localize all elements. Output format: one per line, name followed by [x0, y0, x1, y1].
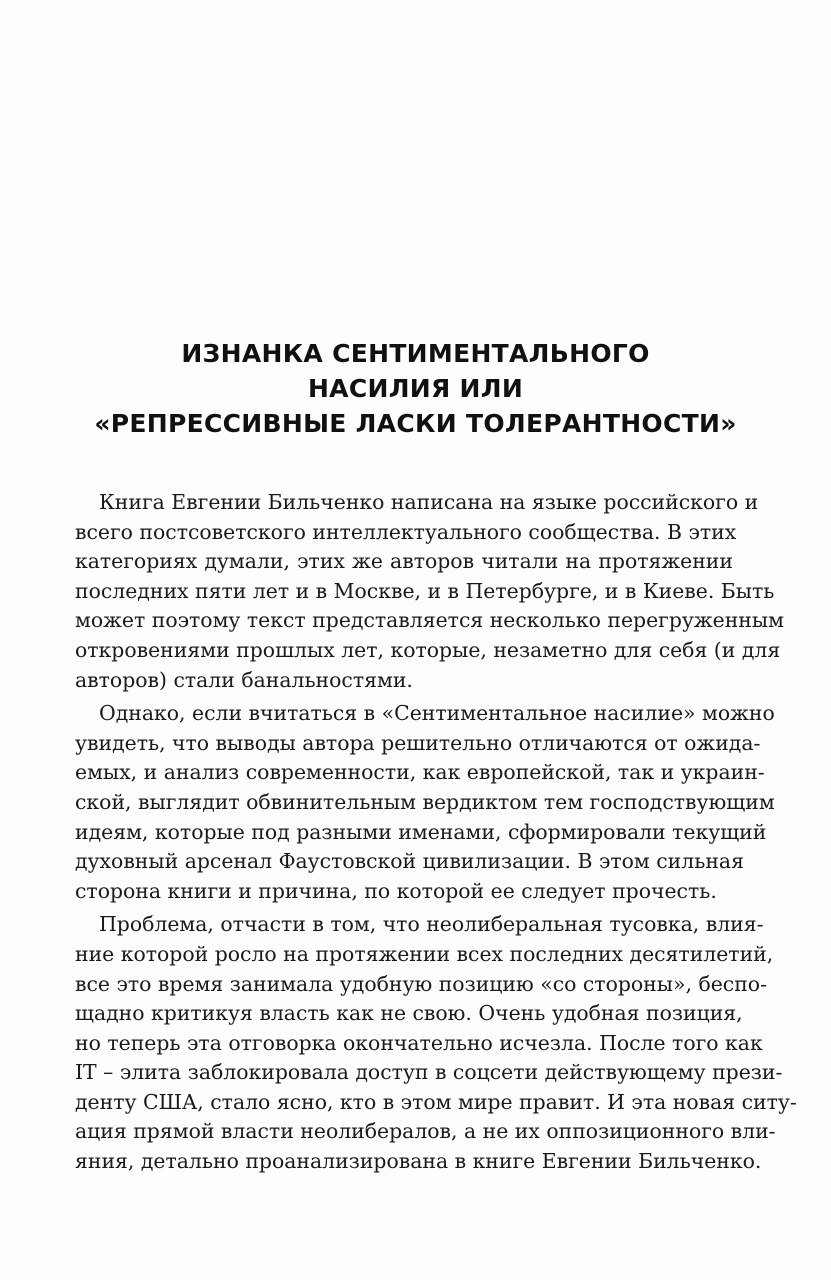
text-line: емых, и анализ современности, как европейской, так и украин- [75, 760, 765, 785]
paragraph-2 [75, 699, 775, 906]
text-line: Книга Евгении Бильченко написана на языке российского и [99, 490, 759, 514]
text-line: увидеть, что выводы автора решительно отличаются от ожида- [75, 730, 761, 755]
text-line: щадно критикуя власть как не свою. Очень удобная позиция, [75, 1001, 743, 1026]
text-line: ской, выглядит обвинительным вердиктом тем господствующим [75, 789, 775, 814]
text-line: идеям, которые под разными именами, сформировали текущий [75, 819, 767, 844]
paragraph-3 [75, 910, 797, 1176]
text-line: всего постсоветского интеллектуального сообщества. В этих [75, 519, 737, 544]
text-line: ация прямой власти неолибералов, а не их оппозиционного вли- [75, 1119, 776, 1144]
text-line: категориях думали, этих же авторов читали на протяжении [75, 549, 733, 574]
text-line: но теперь эта отговорка окончательно исчезла. После того как [75, 1030, 763, 1055]
text-line: IT – элита заблокировала доступ в соцсети действующему прези- [75, 1060, 783, 1085]
text-line: может поэтому текст представляется несколько перегруженным [75, 608, 784, 633]
text-line: яния, детально проанализирована в книге Евгении Бильченко. [75, 1149, 762, 1174]
text-line: сторона книги и причина, по которой ее следует прочесть. [75, 878, 717, 903]
text-line: авторов) стали банальностями. [75, 667, 413, 692]
text-line: денту США, стало ясно, кто в этом мире правит. И эта новая ситу- [75, 1089, 797, 1114]
text-line: Однако, если вчитаться в «Сентиментальное насилие» можно [99, 701, 775, 726]
chapter-title-line: «РЕПРЕССИВНЫЕ ЛАСКИ ТОЛЕРАНТНОСТИ» [94, 409, 737, 438]
body-text [75, 488, 797, 1181]
text-line: последних пяти лет и в Москве, и в Петербурге, и в Киеве. Быть [75, 578, 775, 603]
text-line: все это время занимала удобную позицию «со стороны», беспо- [75, 971, 767, 996]
text-line: ние которой росло на протяжении всех последних десятилетий, [75, 941, 774, 966]
chapter-title-line: ИЗНАНКА СЕНТИМЕНТАЛЬНОГО [181, 339, 650, 368]
chapter-title [60, 336, 771, 441]
paragraph-1 [75, 488, 784, 695]
text-line: Проблема, отчасти в том, что неолиберальная тусовка, влия- [99, 912, 764, 937]
text-line: откровениями прошлых лет, которые, незаметно для себя (и для [75, 637, 781, 662]
chapter-title-line: НАСИЛИЯ ИЛИ [307, 374, 524, 403]
text-line: духовный арсенал Фаустовской цивилизации. В этом сильная [75, 849, 744, 874]
